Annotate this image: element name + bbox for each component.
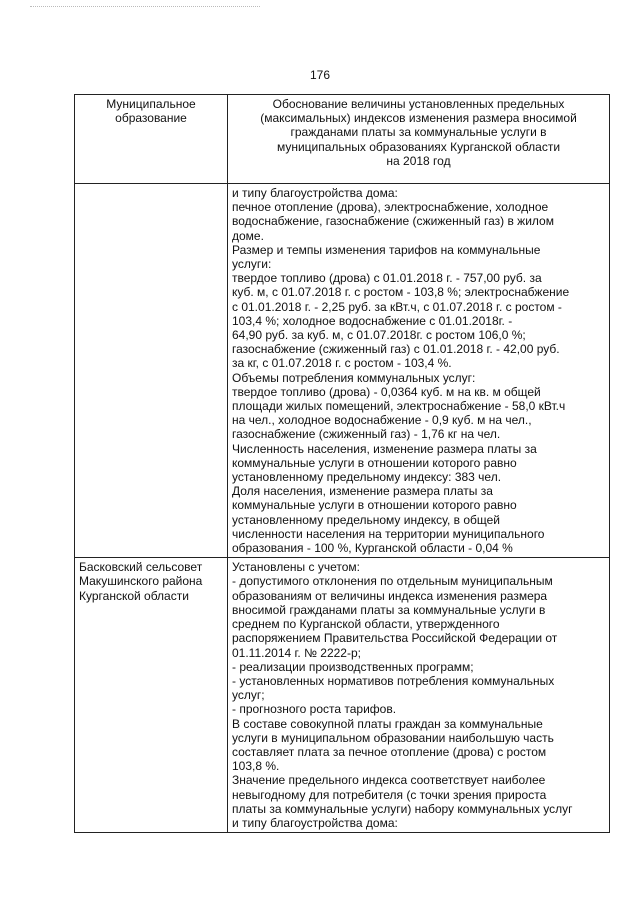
text-line: Значение предельного индекса соответствует наиболее [232,773,546,788]
text-line: и типу благоустройства дома: [232,186,398,200]
municipality-cell [75,558,228,833]
header-municipality: Муниципальное образование [75,95,228,184]
text-line: на чел., холодное водоснабжение - 0,9 куб. м на чел., [232,413,532,428]
text-line: печное отопление (дрова), электроснабжение, холодное [232,200,549,215]
municipality-line: Макушинского района [79,574,203,589]
text-line: образования - 100 %, Курганской области - 0,04 % [232,541,513,556]
text-line: - прогнозного роста тарифов. [232,702,397,717]
municipality-cell [75,184,228,558]
table-row [75,184,610,558]
justification-cell [228,558,610,833]
text-line: коммунальные услуги в отношении которого равно [232,498,517,513]
text-line: установленному предельному индексу, в общей [232,512,500,527]
text-line: - допустимого отклонения по отдельным муниципальным [232,574,553,589]
text-line: водоснабжение, газоснабжение (сжиженный газ) в жилом [232,214,554,229]
header-line: Обоснование величины установленных предельных [272,97,565,111]
text-line: твердое топливо (дрова) - 0,0364 куб. м на кв. м общей [232,384,541,399]
header-line: муниципальных образованиях Курганской области [276,139,561,154]
justification-cell [228,184,610,558]
table-header-row [75,95,610,184]
text-line: Установлены с учетом: [232,560,360,575]
text-line: услуги: [232,257,272,272]
text-line: услуг; [232,688,265,703]
header-line: (максимальных) индексов изменения размера вносимой [260,111,577,126]
text-line: твердое топливо (дрова) с 01.01.2018 г. - 757,00 руб. за [232,271,542,286]
text-line: коммунальные услуги в отношении которого равно [232,455,517,470]
text-line: газоснабжение (сжиженный газ) - 1,76 кг на чел. [232,427,501,442]
text-line: образованиям от величины индекса изменения размера [232,588,548,603]
text-line: - установленных нормативов потребления коммунальных [232,673,555,688]
text-line: В составе совокупной платы граждан за коммунальные [232,716,543,731]
text-line: доме. [232,228,264,243]
text-line: с 01.01.2018 г. - 2,25 руб. за кВт.ч, с 01.07.2018 г. с ростом - [232,299,562,314]
text-line: платы за коммунальные услуги) набору коммунальных услуг [232,801,573,816]
text-line: услуги в муниципальном образовании наибольшую часть [232,730,554,745]
text-line: невыгодному для потребителя (с точки зрения прироста [232,787,547,802]
header-line: на 2018 год [386,153,451,168]
text-line: 01.11.2014 г. № 2222-р; [232,645,361,660]
text-line: куб. м, с 01.07.2018 г. с ростом - 103,8 %; электроснабжение [232,285,570,300]
justification-table [74,94,610,833]
text-line: 103,8 %. [232,759,280,774]
text-line: среднем по Курганской области, утвержденного [232,617,500,632]
text-line: газоснабжение (сжиженный газ) с 01.01.2018 г. - 42,00 руб. [232,342,560,357]
text-line: численности населения на территории муниципального [232,526,545,541]
header-line: гражданами платы за коммунальные услуги в [290,125,547,140]
table-row [75,558,610,833]
text-line: распоряжением Правительства Российской Федерации от [232,631,558,646]
header-justification [228,95,610,184]
text-line: за кг, с 01.07.2018 г. с ростом - 103,4 %. [232,356,452,371]
text-line: 64,90 руб. за куб. м, с 01.07.2018г. с ростом 106,0 %; [232,328,526,343]
text-line: и типу благоустройства дома: [232,815,398,830]
text-line: 103,4 %; холодное водоснабжение с 01.01.2018г. - [232,313,513,328]
municipality-line: Басковский сельсовет [79,560,203,575]
municipality-line: Курганской области [79,588,189,603]
text-line: составляет плата за печное отопление (дрова) с ростом [232,744,547,759]
scan-artifact-line [30,6,260,8]
text-line: Численность населения, изменение размера платы за [232,441,537,456]
page-number: 176 [309,68,331,82]
text-line: Доля населения, изменение размера платы за [232,484,493,499]
text-line: - реализации производственных программ; [232,659,474,674]
text-line: площади жилых помещений, электроснабжение - 58,0 кВт.ч [232,399,566,414]
text-line: Размер и темпы изменения тарифов на коммунальные [232,242,541,257]
text-line: установленному предельному индексу: 383 чел. [232,470,502,485]
text-line: вносимой гражданами платы за коммунальные услуги в [232,602,546,617]
text-line: Объемы потребления коммунальных услуг: [232,370,476,385]
